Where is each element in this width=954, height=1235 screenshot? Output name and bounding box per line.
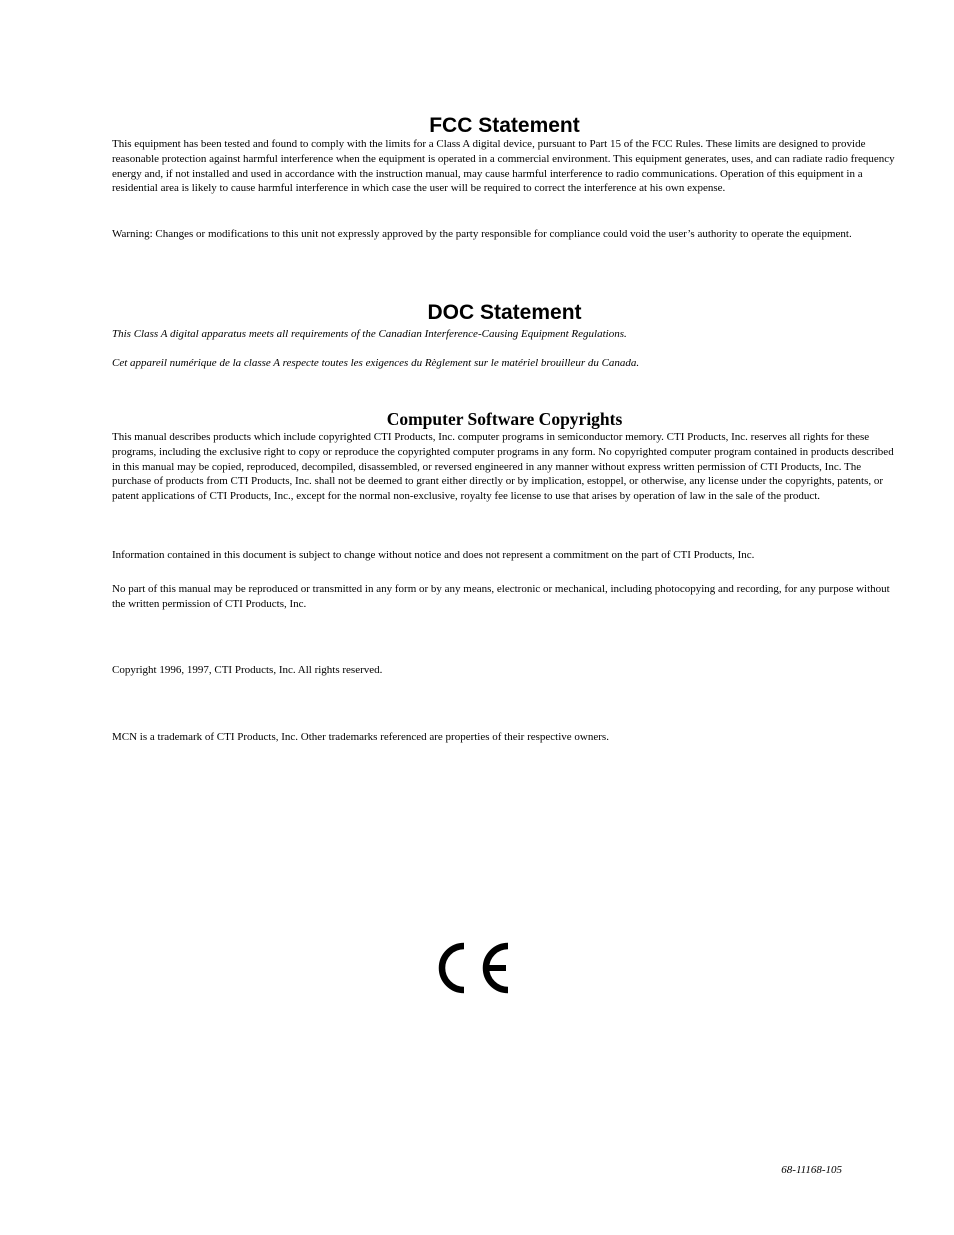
document-number: 68-11168-105	[781, 1164, 842, 1176]
fcc-warning: Warning: Changes or modifications to this unit not expressly approved by the party responsible for compliance could void the user’s authority to operate the equipment.	[112, 228, 852, 240]
fcc-statement-body: This equipment has been tested and found to comply with the limits for a Class A digital device, pursuant to Part 15 of the FCC Rules. These limits are designed to provide reasonable protection against harmful interference when the equipment is operated in a commercial environment. This equipment generates, uses, and can radiate radio frequency energy and, if not installed and used in accordance with the instruction manual, may cause harmful interference to radio communications. Operation of this equipment in a residential area is likely to cause harmful interference in which case the user will be required to correct the interference at his own expense.	[112, 138, 895, 195]
copyright-notice: Copyright 1996, 1997, CTI Products, Inc. All rights reserved.	[112, 664, 383, 676]
trademark-notice: MCN is a trademark of CTI Products, Inc. Other trademarks referenced are properties of their respective owners.	[112, 731, 609, 743]
software-copyrights-body: This manual describes products which include copyrighted CTI Products, Inc. computer programs in semiconductor memory. CTI Products, Inc. reserves all rights for these programs, including the exclusive right to copy or reproduce the copyrighted computer programs in any form. No copyrighted computer program contained in products described in this manual may be copied, reproduced, decompiled, disassembled, or reversed engineered in any manner without express written permission of CTI Products, Inc. The purchase of products from CTI Products, Inc. shall not be deemed to grant either directly or by implication, estoppel, or otherwise, any license under the copyrights, patents, or patent applications of CTI Products, Inc., except for the normal non-exclusive, royalty fee license to use that arises by operation of law in the sale of the product.	[112, 431, 894, 503]
reproduction-notice: No part of this manual may be reproduced or transmitted in any form or by any means, electronic or mechanical, including photocopying and recording, for any purpose without the written permission of CTI Products, Inc.	[112, 583, 890, 610]
fcc-statement-title: FCC Statement	[429, 114, 580, 137]
doc-statement-title: DOC Statement	[427, 301, 582, 324]
ce-mark-icon	[434, 938, 514, 998]
change-notice: Information contained in this document is subject to change without notice and does not represent a commitment on the part of CTI Products, Inc.	[112, 549, 755, 561]
software-copyrights-title: Computer Software Copyrights	[386, 409, 623, 429]
doc-statement-french: Cet appareil numérique de la classe A respecte toutes les exigences du Règlement sur le matériel brouilleur du Canada.	[112, 357, 640, 369]
doc-statement-english: This Class A digital apparatus meets all requirements of the Canadian Interference-Causing Equipment Regulations.	[112, 328, 627, 340]
